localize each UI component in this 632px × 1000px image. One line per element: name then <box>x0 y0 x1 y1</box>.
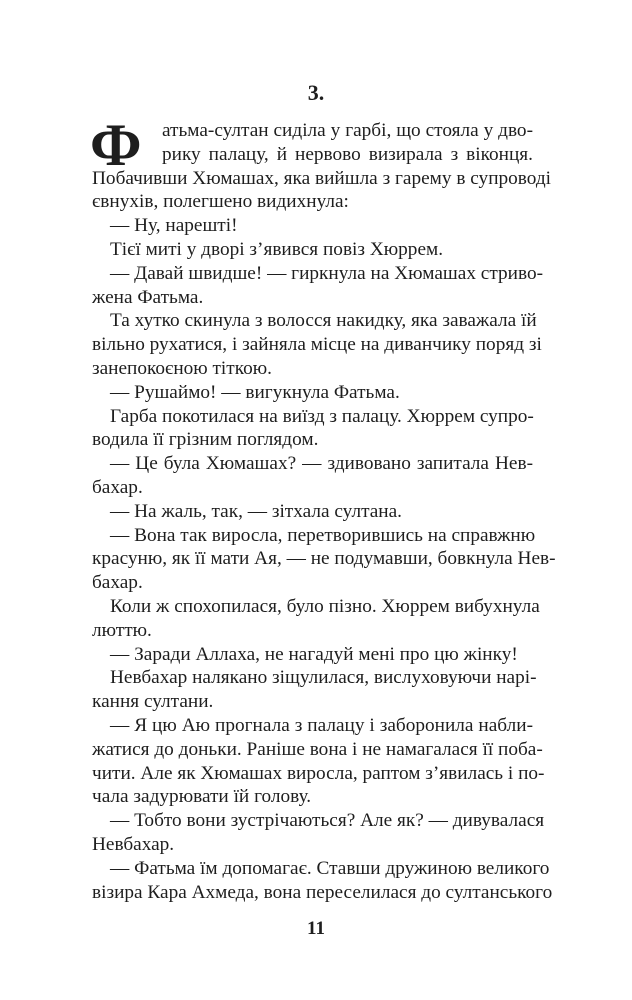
text-line: — Ну, нарешті! <box>110 215 238 237</box>
text-line: красуню, як її мати Ая, — не подумавши, бовкнула Нев- <box>92 548 556 570</box>
text-line: — Тобто вони зустрічаються? Але як? — дивувалася <box>110 810 545 832</box>
text-line: водила її грізним поглядом. <box>92 429 319 451</box>
page-number: 11 <box>307 918 325 939</box>
text-line: євнухів, полегшено видихнула: <box>92 191 349 213</box>
text-line: візира Кара Ахмеда, вона переселилася до султанського <box>92 881 553 903</box>
text-line: Гарба покотилася на виїзд з палацу. Хюррем супро- <box>110 405 534 427</box>
text-line: — На жаль, так, — зітхала султана. <box>110 500 402 522</box>
text-line: — Фатьма їм допомагає. Ставши дружиною великого <box>110 857 550 879</box>
body-text <box>90 112 556 904</box>
text-line: атьма-султан сиділа у гарбі, що стояла у дво- <box>162 120 533 141</box>
text-line: — Вона так виросла, перетворившись на справжню <box>110 524 536 546</box>
drop-cap: Ф <box>90 112 142 178</box>
text-line: Невбахар налякано зіщулилася, вислуховуючи нарі- <box>110 667 537 689</box>
text-line: жена Фатьма. <box>92 286 204 308</box>
text-line: Тієї миті у дворі з’явився повіз Хюррем. <box>110 238 444 260</box>
text-line: — Давай швидше! — гиркнула на Хюмашах стриво- <box>110 262 544 284</box>
text-line: — Рушаймо! — вигукнула Фатьма. <box>110 381 400 403</box>
text-line: Побачивши Хюмашах, яка вийшла з гарему в супроводі <box>92 167 552 189</box>
text-line: — Це була Хюмашах? — здивовано запитала Нев- <box>110 453 533 475</box>
text-line: жатися до доньки. Раніше вона і не намагалася її поба- <box>92 738 543 760</box>
text-line: Невбахар. <box>92 833 175 855</box>
text-line: чала задурювати їй голову. <box>92 786 312 808</box>
text-line: чити. Але як Хюмашах виросла, раптом з’явилась і по- <box>92 762 545 784</box>
text-line: кання султани. <box>92 691 214 713</box>
text-line: люттю. <box>92 619 152 641</box>
text-line: Та хутко скинула з волосся накидку, яка заважала їй <box>110 310 537 332</box>
text-line: — Я цю Аю прогнала з палацу і заборонила набли- <box>110 714 533 736</box>
chapter-heading: 3. <box>307 80 325 105</box>
text-line: занепокоєною тіткою. <box>92 357 272 379</box>
text-line: — Заради Аллаха, не нагадуй мені про цю жінку! <box>110 643 518 665</box>
text-line: бахар. <box>92 572 143 594</box>
text-line: бахар. <box>92 476 143 498</box>
text-line: вільно рухатися, і зайняла місце на диванчику поряд зі <box>92 334 542 356</box>
text-line: Коли ж спохопилася, було пізно. Хюррем вибухнула <box>110 595 540 617</box>
text-line: рику палацу, й нервово визирала з віконця. <box>162 143 533 165</box>
